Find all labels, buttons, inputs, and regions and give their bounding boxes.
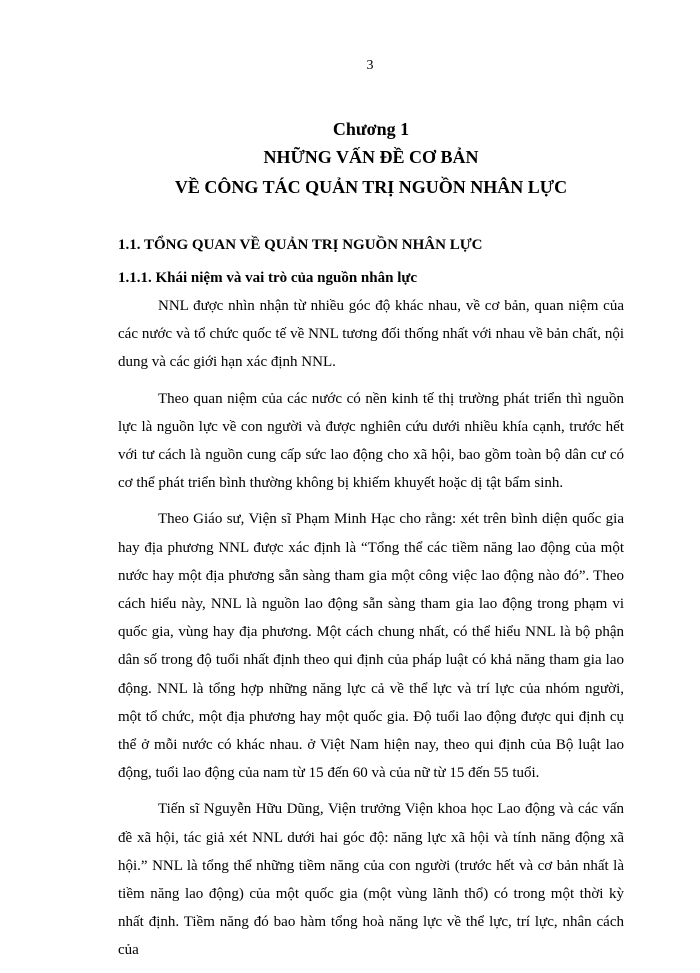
section-heading: 1.1. TỔNG QUAN VỀ QUẢN TRỊ NGUỒN NHÂN LỰC (118, 237, 483, 253)
paragraph: NNL được nhìn nhận từ nhiều góc độ khác nhau, về cơ bản, quan niệm của các nước và tổ chức quốc tế về NNL tương đối thống nhất với nhau về bản chất, nội dung và các giới hạn xác định NNL. (118, 298, 624, 371)
chapter-heading (118, 116, 624, 202)
paragraph: Theo quan niệm của các nước có nền kinh tế thị trường phát triển thì nguồn lực là nguồn lực về con người và được nghiên cứu dưới nhiều khía cạnh, trước hết với tư cách là nguồn cung cấp sức lao động cho xã hội, bao gồm toàn bộ dân cư có cơ thể phát triển bình thường không bị khiếm khuyết hoặc dị tật bẩm sinh. (118, 390, 624, 492)
subsection-heading: 1.1.1. Khái niệm và vai trò của nguồn nhân lực (118, 270, 418, 286)
paragraph: Theo Giáo sư, Viện sĩ Phạm Minh Hạc cho rằng: xét trên bình diện quốc gia hay địa phương NNL được xác định là “Tổng thể các tiềm năng lao động của một nước hay một địa phương sẵn sàng tham gia một công việc lao động nào đó”. Theo cách hiểu này, NNL là nguồn lao động sẵn sàng tham gia lao động trong phạm vi quốc gia, vùng hay địa phương. Một cách chung nhất, có thể hiểu NNL là bộ phận dân số trong độ tuổi nhất định theo qui định của pháp luật có khả năng tham gia lao động. NNL là tổng hợp những năng lực cả về thể lực và trí lực của nhóm người, một tổ chức, một địa phương hay một quốc gia. Độ tuổi lao động được qui định cụ thể ở mỗi nước có khác nhau. ở Việt Nam hiện nay, theo qui định của Bộ luật lao động, tuổi lao động của nam từ 15 đến 60 và của nữ từ 15 đến 55 tuổi. (118, 511, 624, 782)
paragraph: Tiến sĩ Nguyễn Hữu Dũng, Viện trưởng Viện khoa học Lao động và các vấn đề xã hội, tác giả xét NNL dưới hai góc độ: năng lực xã hội và tính năng động xã hội.” NNL là tổng thể những tiềm năng của con người (trước hết và cơ bản nhất là tiềm năng lao động) của một quốc gia (một vùng lãnh thổ) có trong một thời kỳ nhất định. Tiềm năng đó bao hàm tổng hoà năng lực về thể lực, trí lực, nhân cách của (118, 801, 624, 959)
page-number: 3 (366, 58, 374, 73)
chapter-title-line-1: NHỮNG VẤN ĐỀ CƠ BẢN (263, 147, 479, 167)
body-text (118, 292, 624, 973)
chapter-title-line-2: VỀ CÔNG TÁC QUẢN TRỊ NGUỒN NHÂN LỰC (174, 177, 568, 197)
chapter-label: Chương 1 (332, 119, 410, 139)
